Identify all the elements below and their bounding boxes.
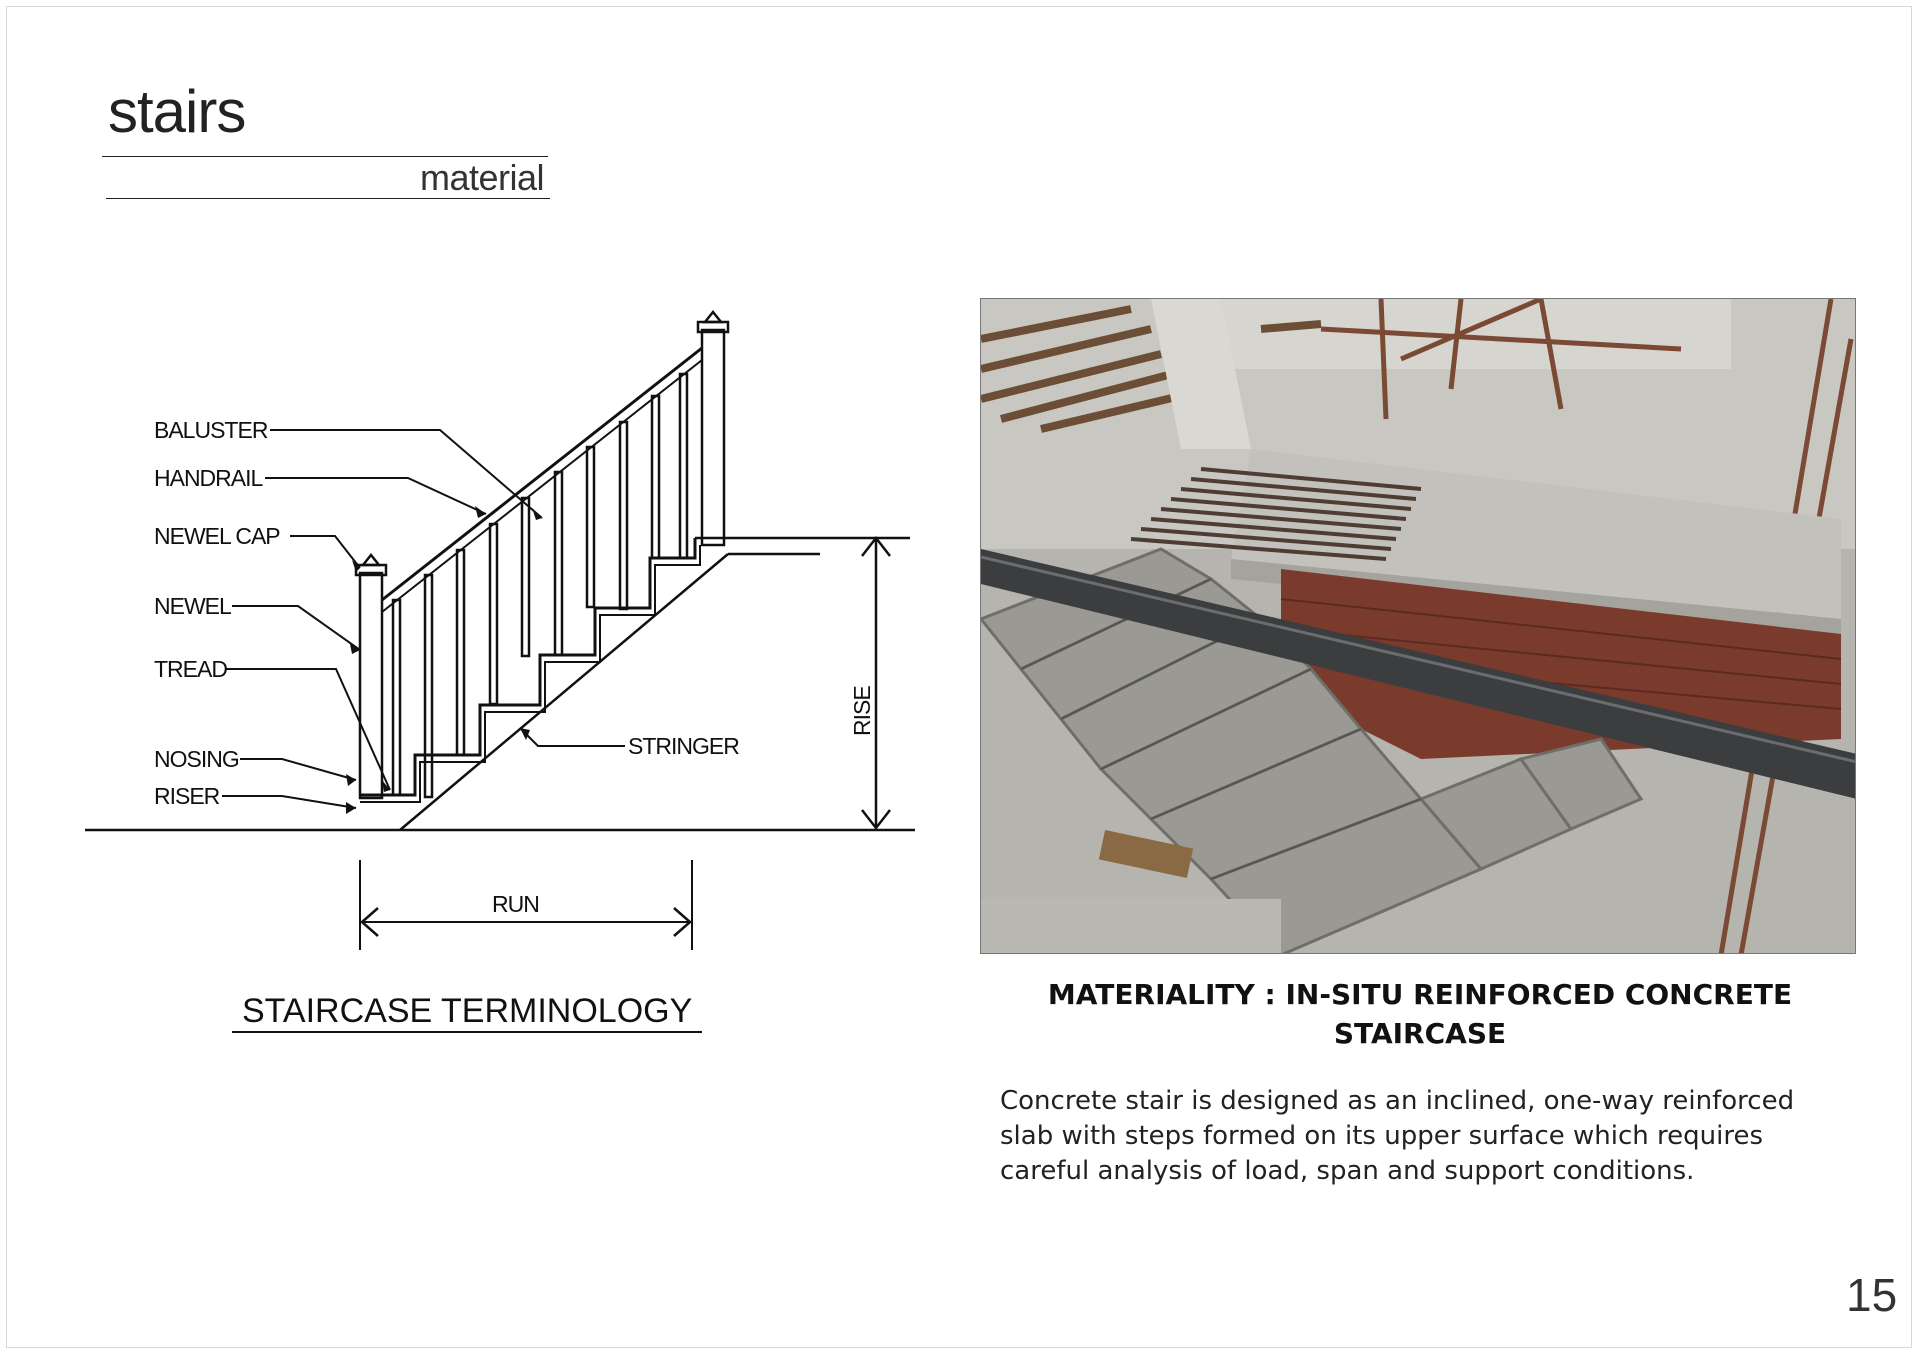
page-number: 15	[1846, 1269, 1898, 1321]
label-baluster: BALUSTER	[154, 417, 268, 443]
label-nosing: NOSING	[154, 746, 239, 772]
subtitle-underline	[106, 198, 550, 199]
label-tread: TREAD	[154, 656, 227, 682]
page-title: stairs	[108, 78, 246, 145]
handrail-line	[382, 348, 702, 600]
concrete-staircase-photo	[980, 298, 1856, 954]
label-newel: NEWEL	[154, 593, 231, 619]
label-handrail: HANDRAIL	[154, 465, 263, 491]
diagram-title: STAIRCASE TERMINOLOGY	[242, 992, 693, 1030]
stringer-line	[400, 554, 728, 830]
materiality-description: Concrete stair is designed as an inclined, one-way reinforced slab with steps formed on its upper surface which requires careful analysis of load, span and support conditions.	[1000, 1086, 1795, 1186]
construction-site-image	[981, 299, 1856, 954]
label-stringer: STRINGER	[628, 733, 739, 759]
label-newel-cap: NEWEL CAP	[154, 523, 280, 549]
staircase-terminology-diagram	[80, 310, 940, 1070]
label-run: RUN	[492, 891, 539, 917]
materiality-heading: MATERIALITY : IN-SITU REINFORCED CONCRETE STAIRCASE	[1047, 978, 1793, 1050]
label-riser: RISER	[154, 783, 220, 809]
label-rise: RISE	[849, 686, 875, 736]
page-subtitle: material	[420, 157, 545, 198]
